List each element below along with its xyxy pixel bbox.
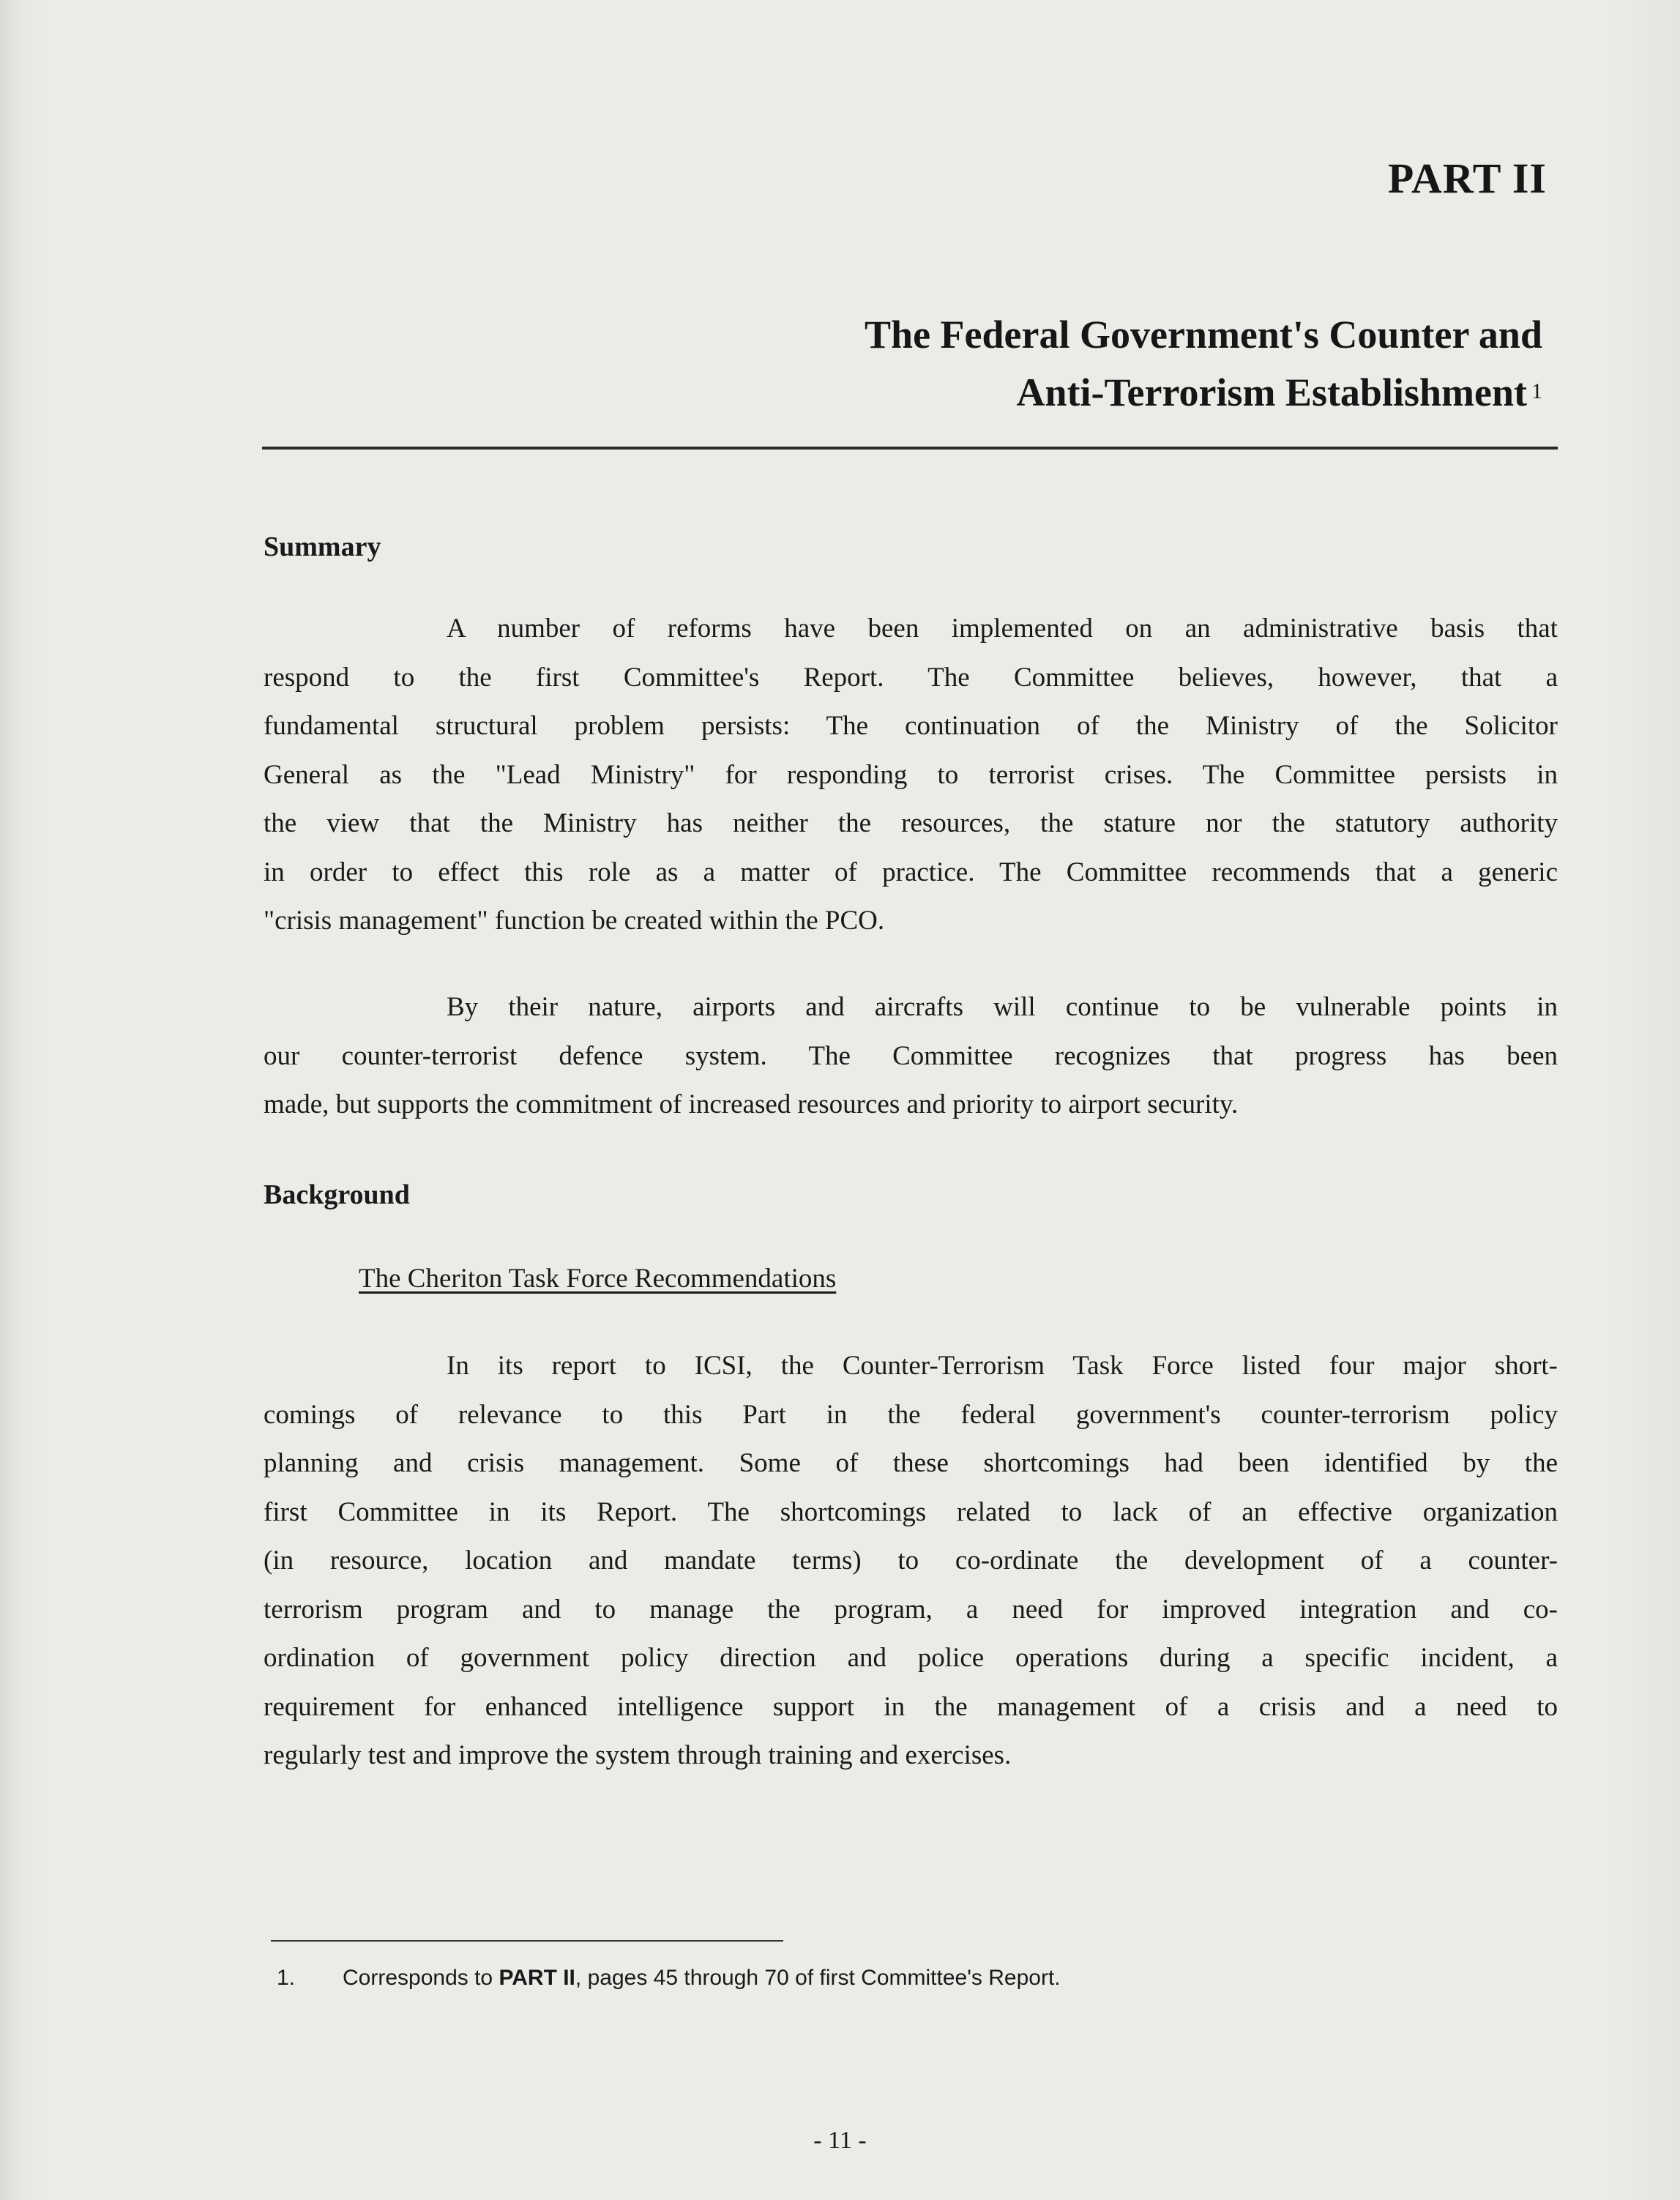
text-line: our counter-terrorist defence system. The Committee recognizes that progress has been xyxy=(264,1040,1558,1071)
chapter-title-line-2-text: Anti-Terrorism Establishment xyxy=(1016,370,1527,414)
background-heading: Background xyxy=(264,1179,410,1210)
summary-paragraph-1 xyxy=(264,605,1558,946)
text-line: A number of reforms have been implemented on an administrative basis that xyxy=(447,614,1558,644)
text-line: General as the "Lead Ministry" for responding to terrorist crises. The Committee persists in xyxy=(264,759,1558,790)
footnote-bold-text: PART II xyxy=(499,1966,575,1990)
text-line: By their nature, airports and aircrafts will continue to be vulnerable points in xyxy=(447,992,1558,1022)
footnote-number: 1. xyxy=(277,1966,296,1990)
text-line: fundamental structural problem persists: The continuation of the Ministry of the Solicitor xyxy=(264,711,1558,741)
footnote-text-after: , pages 45 through 70 of first Committee's Report. xyxy=(575,1966,1061,1990)
footnote xyxy=(277,1966,1061,1991)
text-line: first Committee in its Report. The shortcomings related to lack of an effective organization xyxy=(264,1496,1558,1527)
footnote-text-before: Corresponds to xyxy=(343,1966,499,1990)
chapter-title-line-1: The Federal Government's Counter and xyxy=(865,313,1542,357)
page-number: - 11 - xyxy=(813,2127,867,2154)
title-footnote-marker: 1 xyxy=(1531,379,1542,403)
summary-heading: Summary xyxy=(264,532,381,562)
text-line: In its report to ICSI, the Counter-Terrorism Task Force listed four major short- xyxy=(447,1351,1558,1381)
footnote-divider xyxy=(271,1940,783,1942)
text-line: terrorism program and to manage the program, a need for improved integration and co- xyxy=(264,1594,1558,1625)
text-line: planning and crisis management. Some of these shortcomings had been identified by the xyxy=(264,1448,1558,1478)
chapter-title-line-2 xyxy=(444,363,1542,421)
text-line: comings of relevance to this Part in the federal government's counter-terrorism policy xyxy=(264,1399,1558,1430)
title-divider xyxy=(262,447,1558,450)
background-paragraph-1 xyxy=(264,1342,1558,1780)
background-subheading: The Cheriton Task Force Recommendations xyxy=(359,1264,837,1294)
text-line: regularly test and improve the system through training and exercises. xyxy=(264,1740,1012,1770)
text-line: in order to effect this role as a matter of practice. The Committee recommends that a generic xyxy=(264,857,1558,887)
text-line: respond to the first Committee's Report. The Committee believes, however, that a xyxy=(264,662,1558,693)
text-line: ordination of government policy direction and police operations during a specific incident, a xyxy=(264,1643,1558,1673)
text-line: "crisis management" function be created within the PCO. xyxy=(264,906,885,936)
text-line: requirement for enhanced intelligence support in the management of a crisis and a need to xyxy=(264,1691,1558,1722)
text-line: (in resource, location and mandate terms) to co-ordinate the development of a counter- xyxy=(264,1545,1558,1576)
summary-paragraph-2 xyxy=(264,983,1558,1130)
part-label: PART II xyxy=(1387,154,1547,202)
chapter-title xyxy=(444,306,1542,421)
text-line: made, but supports the commitment of increased resources and priority to airport security. xyxy=(264,1089,1239,1119)
text-line: the view that the Ministry has neither the resources, the stature nor the statutory authority xyxy=(264,808,1558,838)
